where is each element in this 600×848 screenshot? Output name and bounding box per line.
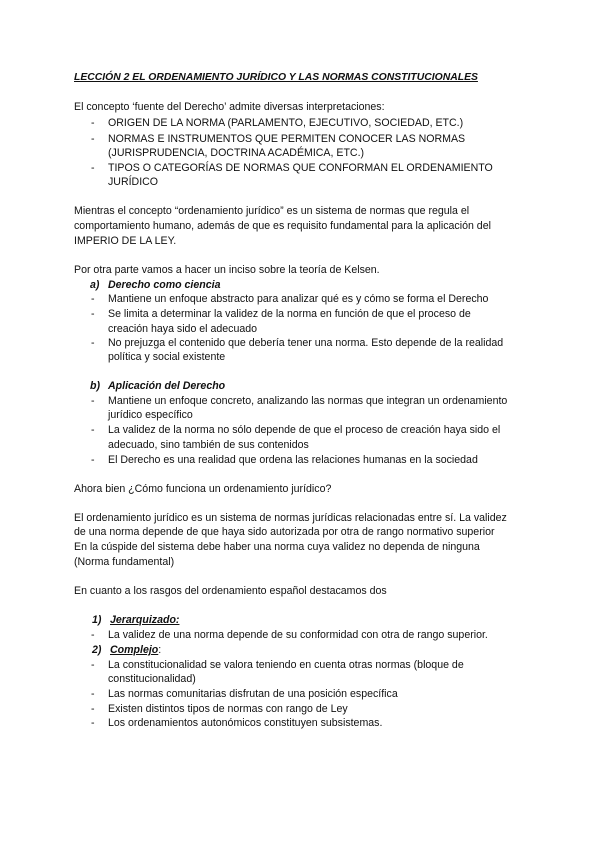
list-item-text: Mantiene un enfoque concreto, analizando las normas que integran un ordenamiento	[108, 395, 508, 407]
bullet-dash: -	[91, 133, 95, 145]
question-text: Ahora bien ¿Cómo funciona un ordenamiento jurídico?	[74, 483, 332, 495]
bullet-dash: -	[91, 293, 95, 305]
list-item-text: creación haya sido el adecuado	[108, 323, 258, 335]
section-heading-b	[90, 379, 226, 394]
list-item-text: (JURISPRUDENCIA, DOCTRINA ACADÉMICA, ETC.)	[108, 147, 365, 159]
bullet-dash: -	[91, 117, 95, 129]
section-heading-a	[90, 278, 221, 293]
bullet-dash: -	[91, 629, 95, 641]
numbered-heading-text: Complejo	[110, 644, 159, 656]
list-item-text: El Derecho es una realidad que ordena las relaciones humanas en la sociedad	[108, 454, 478, 466]
list-item-text: jurídico específico	[108, 409, 193, 421]
kelsen-intro: Por otra parte vamos a hacer un inciso sobre la teoría de Kelsen.	[74, 264, 380, 276]
lesson-title: LECCIÓN 2 EL ORDENAMIENTO JURÍDICO Y LAS NORMAS CONSTITUCIONALES	[74, 72, 478, 83]
bullet-dash: -	[91, 688, 95, 700]
rasgos-intro: En cuanto a los rasgos del ordenamiento español destacamos dos	[74, 585, 387, 597]
list-item-text: ORIGEN DE LA NORMA (PARLAMENTO, EJECUTIVO, SOCIEDAD, ETC.)	[108, 117, 464, 129]
bullet-dash: -	[91, 162, 95, 174]
section-heading-text: Aplicación del Derecho	[108, 380, 226, 392]
list-item-text: La constitucionalidad se valora teniendo en cuenta otras normas (bloque de	[108, 659, 464, 671]
list-item-text: Mantiene un enfoque abstracto para analizar qué es y cómo se forma el Derecho	[108, 293, 489, 305]
bullet-dash: -	[91, 337, 95, 349]
bullet-dash: -	[91, 454, 95, 466]
list-item-text: JURÍDICO	[108, 176, 159, 188]
paragraph-line: En la cúspide del sistema debe haber una norma cuya validez no dependa de ninguna	[74, 541, 480, 553]
numbered-heading-text: Jerarquizado:	[110, 614, 180, 626]
list-item-text: TIPOS O CATEGORÍAS DE NORMAS QUE CONFORMAN EL ORDENAMIENTO	[108, 162, 493, 174]
bullet-dash: -	[91, 308, 95, 320]
list-item-text: Existen distintos tipos de normas con rango de Ley	[108, 703, 348, 715]
list-item-text: adecuado, sino también de sus contenidos	[108, 439, 309, 451]
list-item-text: Se limita a determinar la validez de la norma en función de que el proceso de	[108, 308, 471, 320]
paragraph-line: comportamiento humano, además de que es requisito fundamental para la aplicación del	[74, 220, 491, 232]
paragraph-line: (Norma fundamental)	[74, 556, 175, 568]
number-marker: 1)	[92, 614, 102, 626]
paragraph-line: de una norma depende de que haya sido autorizada por otra de rango normativo superior	[74, 526, 495, 538]
list-item-text: Las normas comunitarias disfrutan de una posición específica	[108, 688, 398, 700]
numbered-heading-2	[92, 643, 162, 658]
list-item-text: constitucionalidad)	[108, 673, 196, 685]
list-item-text: Los ordenamientos autonómicos constituyen subsistemas.	[108, 717, 383, 729]
numbered-heading-1	[92, 613, 180, 628]
paragraph-line: IMPERIO DE LA LEY.	[74, 235, 177, 247]
bullet-dash: -	[91, 717, 95, 729]
list-item-text: La validez de una norma depende de su conformidad con otra de rango superior.	[108, 629, 488, 641]
paragraph-line: Mientras el concepto “ordenamiento jurídico” es un sistema de normas que regula el	[74, 205, 470, 217]
list-item-text: política y social existente	[108, 351, 226, 363]
section-marker: b)	[90, 380, 100, 392]
paragraph-line: El ordenamiento jurídico es un sistema de normas jurídicas relacionadas entre sí. La validez	[74, 512, 507, 524]
bullet-dash: -	[91, 395, 95, 407]
section-heading-text: Derecho como ciencia	[108, 279, 221, 291]
list-item-text: NORMAS E INSTRUMENTOS QUE PERMITEN CONOCER LAS NORMAS	[108, 133, 466, 145]
number-marker: 2)	[92, 644, 102, 656]
section-marker: a)	[90, 279, 100, 291]
bullet-dash: -	[91, 424, 95, 436]
list-item-text: La validez de la norma no sólo depende de que el proceso de creación haya sido el	[108, 424, 501, 436]
bullet-dash: -	[91, 659, 95, 671]
list-item-text: No prejuzga el contenido que debería tener una norma. Esto depende de la realidad	[108, 337, 504, 349]
heading-colon: :	[158, 644, 162, 656]
intro-text: El concepto ‘fuente del Derecho’ admite diversas interpretaciones:	[74, 101, 385, 113]
bullet-dash: -	[91, 703, 95, 715]
